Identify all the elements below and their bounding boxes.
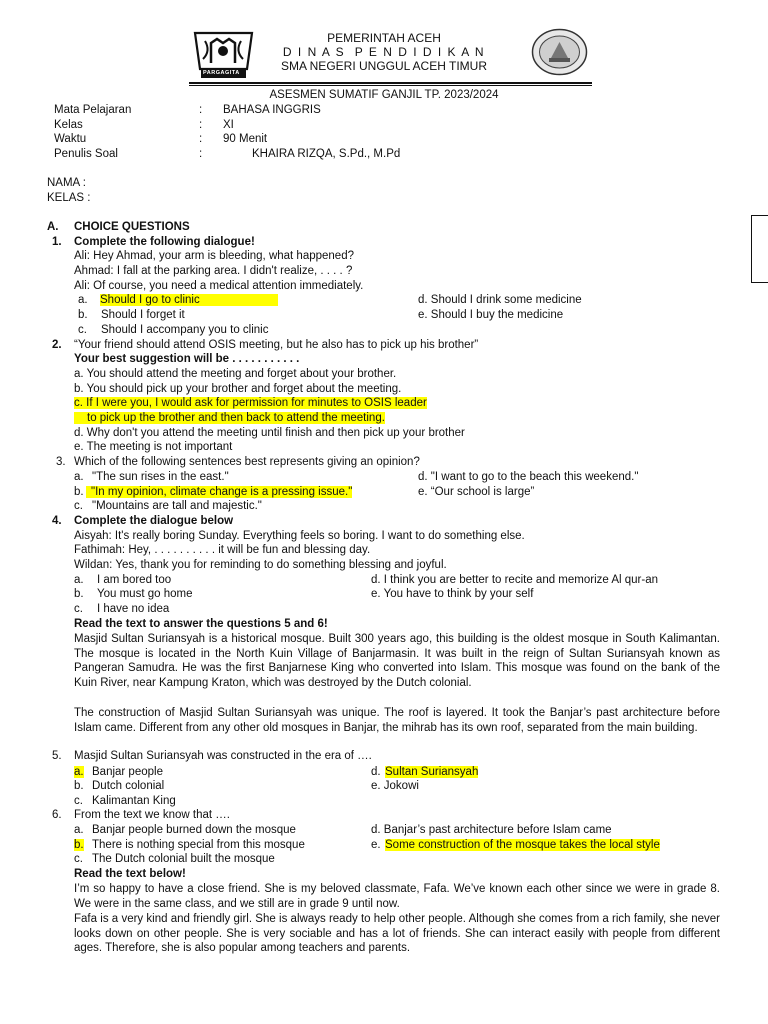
q1-option-b: Should I forget it [101,309,185,321]
q2-option-e: e. The meeting is not important [74,441,233,453]
logo-left-caption: PARGAGITA [203,70,240,76]
q1-option-a-letter: a. [78,294,88,306]
q1-dialogue-line: Ahmad: I fall at the parking area. I didn't realize, . . . . ? [74,265,353,277]
q5-option-d-letter: d. [371,766,381,778]
info-sep-class: : [199,119,203,131]
q6-option-a-letter: a. [74,824,84,836]
reading1-paragraph: The construction of Masjid Sultan Suriansyah was unique. The roof is layered. It took the Banjar’s past architecture before Islam came. Different from any other old mosques in Banjar, the mihrab has its own roof, separated from the main building. [74,707,720,734]
q5-option-b: Dutch colonial [92,780,165,792]
q4-option-a: I am bored too [97,574,172,586]
q1-dialogue-line: Ali: Hey Ahmad, your arm is bleeding, what happened? [74,250,354,262]
q5-option-c: Kalimantan King [92,795,176,807]
q4-number: 4. [52,515,62,527]
reading2-title: Read the text below! [74,868,186,880]
q4-title: Complete the dialogue below [74,515,234,527]
q2-prompt: Your best suggestion will be . . . . . . . . . . . [74,353,300,365]
info-label-class: Kelas [54,119,83,131]
q4-option-e: e. You have to think by your self [371,588,534,600]
reading2-paragraph: Fafa is a very kind and friendly girl. She is always ready to help other people. Although she comes from a rich family, she never looks down on other people. She is very sociable and has a lot of friends. She can interact easily with people from different ages. Therefore, she is also popular among teachers and parents. [74,913,720,955]
q2-option-a: a. You should attend the meeting and forget about your brother. [74,368,397,380]
info-value-subject: BAHASA INGGRIS [223,104,321,116]
q1-option-c-letter: c. [78,324,87,336]
q2-option-c-line2: to pick up the brother and then back to attend the meeting. [74,412,385,424]
header-rule-thin [189,85,592,86]
q1-option-a: Should I go to clinic [100,294,278,306]
q1-option-e: e. Should I buy the medicine [418,309,564,321]
info-value-class: XI [223,119,234,131]
q4-dialogue-line: Fathimah: Hey, . . . . . . . . . . it will be fun and blessing day. [74,544,371,556]
q1-dialogue-line: Ali: Of course, you need a medical attention immediately. [74,280,364,292]
q3-option-b: "In my opinion, climate change is a pressing issue." [86,486,352,498]
reading1-paragraph: Masjid Sultan Suriansyah is a historical mosque. Built 300 years ago, this building is the oldest mosque in South Kalimantan. The mosque is located in the North Kuin Village of Banjarmasin. It was built in the reign of Sultan Suriansyah known as Pangeran Samudra. He was the first Banjarnese King who converted into Islam. This mosque was found on the bank of the Kuin River, near Kampung Kraton, which was destroyed by the Dutch colonial. [74,633,720,689]
exam-title: ASESMEN SUMATIF GANJIL TP. 2023/2024 [269,89,499,101]
q5-option-b-letter: b. [74,780,84,792]
header-line-2: D I N A S P E N D I D I K A N [282,45,486,59]
q3-option-a: "The sun rises in the east." [92,471,229,483]
info-label-time: Waktu [54,133,87,145]
q6-option-b: There is nothing special from this mosque [92,839,305,851]
q3-option-c: "Mountains are tall and majestic." [92,500,262,512]
q1-number: 1. [52,236,62,248]
q6-option-d: d. Banjar’s past architecture before Islam came [371,824,612,836]
q6-option-b-letter: b. [74,839,84,851]
q6-number: 6. [52,809,62,821]
q1-option-d: d. Should I drink some medicine [418,294,582,306]
q5-option-a-letter: a. [74,766,84,778]
q4-option-b: You must go home [97,588,193,600]
q5-option-a: Banjar people [92,766,163,778]
q1-option-c: Should I accompany you to clinic [101,324,269,336]
q3-option-d: d. "I want to go to the beach this weekend." [418,471,639,483]
q4-option-b-letter: b. [74,588,84,600]
q2-number: 2. [52,339,62,351]
q5-option-c-letter: c. [74,795,83,807]
school-seal-logo [531,28,588,76]
q3-option-e: e. “Our school is large” [418,486,535,498]
q6-option-a: Banjar people burned down the mosque [92,824,296,836]
q2-option-b: b. You should pick up your brother and forget about the meeting. [74,383,402,395]
q3-option-b-letter: b. [74,486,84,498]
info-sep-author: : [199,148,203,160]
info-label-subject: Mata Pelajaran [54,104,132,116]
section-title: CHOICE QUESTIONS [74,221,190,233]
q6-option-c: The Dutch colonial built the mosque [92,853,275,865]
q6-option-e-letter: e. [371,839,381,851]
q4-option-a-letter: a. [74,574,84,586]
header-rule-thick [189,82,592,84]
q1-title: Complete the following dialogue! [74,236,255,248]
q3-number: 3. [56,456,66,468]
q4-option-c: I have no idea [97,603,170,615]
q6-option-c-letter: c. [74,853,83,865]
q5-number: 5. [52,750,62,762]
header-line-1: PEMERINTAH ACEH [327,31,441,45]
q2-stem: “Your friend should attend OSIS meeting, but he also has to pick up his brother” [74,339,479,351]
q6-stem: From the text we know that …. [74,809,230,821]
q5-stem: Masjid Sultan Suriansyah was constructed in the era of …. [74,750,372,762]
header-line-3: SMA NEGERI UNGGUL ACEH TIMUR [280,59,488,73]
q4-option-c-letter: c. [74,603,83,615]
student-name-field: NAMA : [47,177,86,189]
q2-option-d: d. Why don't you attend the meeting until finish and then pick up your brother [74,427,465,439]
reading1-title: Read the text to answer the questions 5 and 6! [74,618,328,630]
info-value-author: KHAIRA RIZQA, S.Pd., M.Pd [252,148,401,160]
q6-option-e: Some construction of the mosque takes the local style [385,839,660,851]
q5-option-d: Sultan Suriansyah [385,766,479,778]
q1-option-b-letter: b. [78,309,88,321]
q3-option-a-letter: a. [74,471,84,483]
section-letter: A. [47,221,59,233]
info-label-author: Penulis Soal [54,148,118,160]
q3-stem: Which of the following sentences best represents giving an opinion? [74,456,420,468]
info-value-time: 90 Menit [223,133,268,145]
q2-option-c-line1: c. If I were you, I would ask for permission for minutes to OSIS leader [74,397,427,409]
score-box [751,215,768,283]
q4-dialogue-line: Wildan: Yes, thank you for reminding to do something blessing and joyful. [74,559,447,571]
reading2-paragraph: I’m so happy to have a close friend. She is my beloved classmate, Fafa. We’ve known each other since we were in grade 8. We were in the same class, and we still are in grade 9 until now. [74,883,720,910]
info-sep-subject: : [199,104,203,116]
q4-option-d: d. I think you are better to recite and memorize Al qur-an [371,574,659,586]
info-sep-time: : [199,133,203,145]
q5-option-e: e. Jokowi [371,780,419,792]
student-class-field: KELAS : [47,192,91,204]
q3-option-c-letter: c. [74,500,83,512]
q4-dialogue-line: Aisyah: It's really boring Sunday. Everything feels so boring. I want to do something else. [74,530,525,542]
